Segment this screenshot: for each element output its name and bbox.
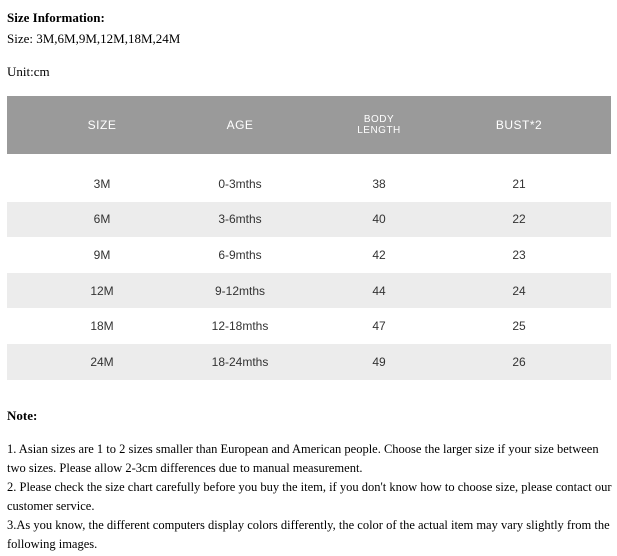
cell-length: 38: [372, 176, 386, 191]
table-header: [7, 96, 611, 154]
cell-size: 18M: [90, 319, 114, 334]
cell-age: 9-12mths: [214, 283, 266, 298]
header-age: AGE: [226, 118, 254, 132]
cell-length: 42: [372, 247, 386, 262]
cell-age: 6-9mths: [218, 247, 262, 262]
cell-age: 3-6mths: [218, 212, 262, 227]
size-information-title: Size Information:: [7, 10, 105, 25]
table-row: [7, 273, 611, 309]
cell-size: 3M: [93, 176, 111, 191]
note-item: 2. Please check the size chart carefully before you buy the item, if you don't know how to choose size, please contact our customer service.: [7, 480, 612, 513]
table-row: [7, 237, 611, 273]
unit-label: Unit:cm: [7, 64, 50, 79]
cell-age: 0-3mths: [218, 176, 262, 191]
cell-bust: 24: [512, 283, 526, 298]
cell-bust: 21: [512, 176, 526, 191]
note-item: 1. Asian sizes are 1 to 2 sizes smaller than European and American people. Choose the larger size if your size between two sizes. Please allow 2-3cm differences due to manual measurement.: [7, 442, 599, 475]
header-size: SIZE: [87, 118, 117, 132]
header-bust: BUST*2: [495, 118, 543, 132]
note-title: Note:: [7, 408, 38, 423]
cell-length: 40: [372, 212, 386, 227]
cell-bust: 26: [512, 354, 526, 369]
cell-bust: 25: [512, 319, 526, 334]
cell-age: 18-24mths: [211, 354, 269, 369]
cell-bust: 23: [512, 247, 526, 262]
cell-length: 44: [372, 283, 386, 298]
cell-size: 6M: [93, 212, 111, 227]
table-row: [7, 202, 611, 238]
table-row: [7, 344, 611, 380]
size-table: [7, 96, 611, 380]
cell-age: 12-18mths: [211, 319, 269, 334]
header-body-length: BODY LENGTH: [357, 114, 401, 136]
size-list: Size: 3M,6M,9M,12M,18M,24M: [7, 31, 181, 46]
cell-size: 24M: [90, 354, 114, 369]
cell-bust: 22: [512, 212, 526, 227]
table-body: [7, 166, 611, 380]
cell-size: 9M: [93, 247, 111, 262]
table-row: [7, 308, 611, 344]
cell-length: 49: [372, 354, 386, 369]
cell-length: 47: [372, 319, 386, 334]
note-item: 3.As you know, the different computers display colors differently, the color of the actual item may vary slightly from the following images.: [7, 518, 610, 551]
cell-size: 12M: [90, 283, 114, 298]
table-row: [7, 166, 611, 202]
